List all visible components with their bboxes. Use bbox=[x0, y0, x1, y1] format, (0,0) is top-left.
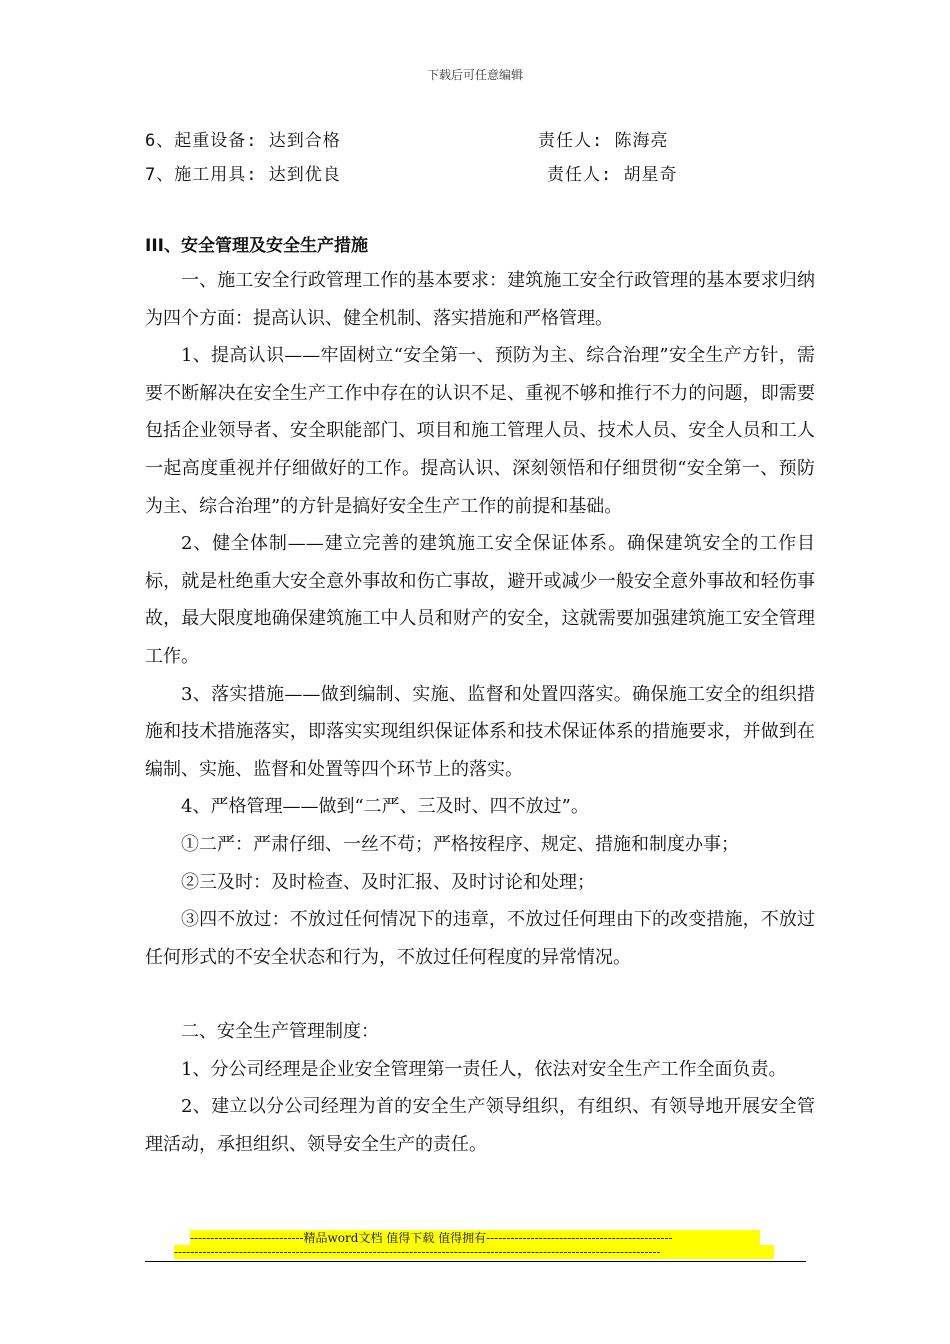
paragraph: ②三及时：及时检查、及时汇报、及时讨论和处理； bbox=[181, 871, 595, 893]
paragraph: ①二严：严肃仔细、一丝不苟；严格按程序、规定、措施和制度办事； bbox=[181, 833, 739, 855]
section-heading: III、安全管理及安全生产措施 bbox=[145, 236, 368, 256]
footer-rule bbox=[145, 1261, 806, 1262]
footer-banner: ----------------------------精品word文档 值得下载 值得拥有---------------------------------------------- bbox=[190, 1230, 760, 1246]
paragraph: 2、健全体制——建立完善的建筑施工安全保证体系。确保建筑安全的工作目标，就是杜绝重大安全意外事故和伤亡事故，避开或减少一般安全意外事故和轻伤事故，最大限度地确保建筑施工中人员和财产的安全，这就需要加强建筑施工安全管理工作。 bbox=[145, 533, 815, 667]
paragraph: 2、建立以分公司经理为首的安全生产领导组织，有组织、有领导地开展安全管理活动，承担组织、领导安全生产的责任。 bbox=[145, 1096, 815, 1156]
page-header: 下载后可任意编辑 bbox=[426, 68, 523, 82]
duty-row bbox=[145, 126, 669, 151]
paragraph: 3、落实措施——做到编制、实施、监督和处置四落实。确保施工安全的组织措施和技术措施落实，即落实实现组织保证体系和技术保证体系的措施要求，并做到在编制、实施、监督和处置等四个环节上的落实。 bbox=[145, 683, 815, 780]
duty-responsible: 责任人: 陈海亮 bbox=[538, 131, 669, 151]
duty-item: 6、起重设备: 达到合格 bbox=[145, 131, 341, 151]
duty-responsible: 责任人: 胡星奇 bbox=[547, 165, 678, 185]
footer-dashes: ------------------------------------------------------------------------------------------------------------------------ bbox=[174, 1245, 774, 1259]
paragraph: 一、施工安全行政管理工作的基本要求：建筑施工安全行政管理的基本要求归纳为四个方面：提高认识、健全机制、落实措施和严格管理。 bbox=[145, 270, 815, 329]
paragraph: 1、分公司经理是企业安全管理第一责任人，依法对安全生产工作全面负责。 bbox=[181, 1058, 787, 1080]
paragraph: 4、严格管理——做到“二严、三及时、四不放过”。 bbox=[181, 796, 589, 818]
duty-item: 7、施工用具: 达到优良 bbox=[145, 165, 341, 185]
paragraph: 二、安全生产管理制度： bbox=[181, 1021, 379, 1043]
paragraph: 1、提高认识——牢固树立“安全第一、预防为主、综合治理”安全生产方针，需要不断解决在安全生产工作中存在的认识不足、重视不够和推行不力的问题，即需要包括企业领导者、安全职能部门、项目和施工管理人员、技术人员、安全人员和工人一起高度重视并仔细做好的工作。提高认识、深刻领悟和仔细贯彻“安全第一、预防为主、综合治理”的方针是搞好安全生产工作的前提和基础。 bbox=[145, 345, 815, 517]
paragraph: ③四不放过：不放过任何情况下的违章，不放过任何理由下的改变措施，不放过任何形式的不安全状态和行为，不放过任何程度的异常情况。 bbox=[145, 909, 815, 968]
duty-row bbox=[145, 160, 678, 185]
body-text bbox=[145, 262, 815, 1164]
